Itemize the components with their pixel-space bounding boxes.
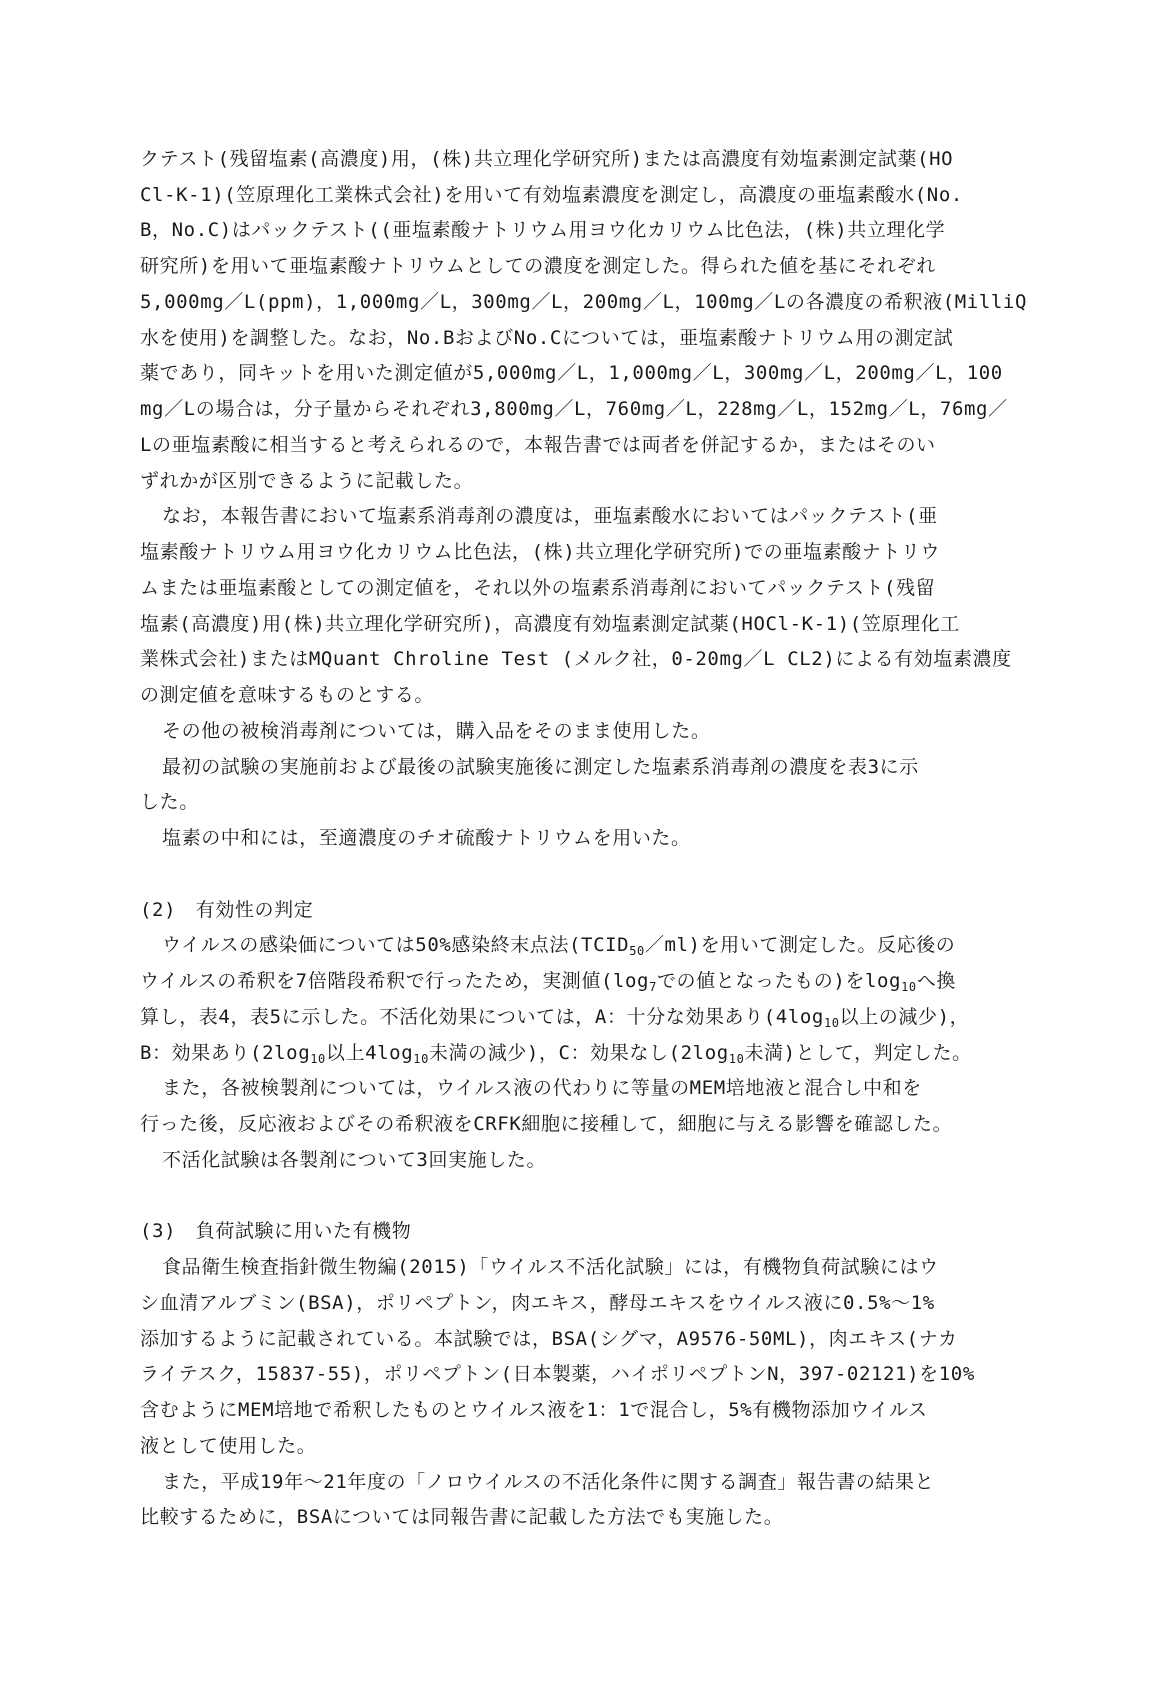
text-line: 不活化試験は各製剤について3回実施した。	[162, 1149, 547, 1171]
text-line: 薬であり，同キットを用いた測定値が5,000mg／L，1,000mg／L，300mg／L，200mg／L，100	[140, 362, 1003, 384]
text-line	[140, 1000, 1040, 1034]
text-span: ／ml)を用いて測定した。反応後の	[644, 934, 956, 956]
text-line	[140, 1036, 1040, 1070]
text-line: 液として使用した。	[140, 1435, 317, 1457]
text-span: B：効果あり(2log	[140, 1042, 311, 1064]
text-line: その他の被検消毒剤については，購入品をそのまま使用した。	[162, 720, 711, 742]
text-span: 以上4log	[325, 1042, 414, 1064]
text-line: 行った後，反応液およびその希釈液をCRFK細胞に接種して，細胞に与える影響を確認した。	[140, 1113, 953, 1135]
text-line: 塩素の中和には，至適濃度のチオ硫酸ナトリウムを用いた。	[162, 827, 691, 849]
text-line: また，各被検製剤については，ウイルス液の代わりに等量のMEM培地液と混合し中和を	[162, 1077, 922, 1099]
text-span: へ換	[916, 970, 956, 992]
subscript: 10	[823, 1016, 840, 1030]
text-line: クテスト(残留塩素(高濃度)用，(株)共立理化学研究所)または高濃度有効塩素測定試薬(HO	[140, 148, 954, 170]
text-line: 業株式会社)またはMQuant Chroline Test (メルク社，0-20mg／L CL2)による有効塩素濃度	[140, 648, 1012, 670]
text-span: ウイルスの希釈を7倍階段希釈で行ったため，実測値(log	[140, 970, 650, 992]
subscript: 10	[901, 980, 917, 994]
text-span: での値となったもの)をlog	[656, 970, 902, 992]
text-line: B，No.C)はパックテスト((亜塩素酸ナトリウム用ヨウ化カリウム比色法，(株)共立理化学	[140, 219, 946, 241]
text-line: した。	[140, 791, 199, 813]
text-line: 5,000mg／L(ppm)，1,000mg／L，300mg／L，200mg／L，100mg／Lの各濃度の希釈液(MilliQ	[140, 291, 1027, 313]
text-span: 以上の減少)，	[839, 1006, 970, 1028]
text-span: 未満)として，判定した。	[744, 1042, 972, 1064]
text-span: 未満の減少)，C：効果なし(2log	[428, 1042, 729, 1064]
text-line	[140, 928, 1062, 962]
text-line: 最初の試験の実施前および最後の試験実施後に測定した塩素系消毒剤の濃度を表3に示	[162, 756, 919, 778]
text-line: シ血清アルブミン(BSA)，ポリペプトン，肉エキス，酵母エキスをウイルス液に0.5%～1%	[140, 1292, 935, 1314]
text-line: mg／Lの場合は，分子量からそれぞれ3,800mg／L，760mg／L，228mg／L，152mg／L，76mg／	[140, 398, 1008, 420]
text-line: 塩素酸ナトリウム用ヨウ化カリウム比色法，(株)共立理化学研究所)での亜塩素酸ナトリウ	[140, 541, 941, 563]
text-line: 塩素(高濃度)用(株)共立理化学研究所)，高濃度有効塩素測定試薬(HOCl-K-1)(笠原理化工	[140, 613, 960, 635]
section-heading-2: (2) 有効性の判定	[140, 899, 314, 921]
text-line: 比較するために，BSAについては同報告書に記載した方法でも実施した。	[140, 1506, 784, 1528]
text-line: 添加するように記載されている。本試験では，BSA(シグマ，A9576-50ML)，肉エキス(ナカ	[140, 1328, 958, 1350]
text-line: の測定値を意味するものとする。	[140, 684, 435, 706]
subscript: 10	[310, 1052, 326, 1066]
subscript: 7	[649, 980, 657, 994]
text-line: なお，本報告書において塩素系消毒剤の濃度は，亜塩素酸水においてはパックテスト(亜	[162, 505, 938, 527]
text-line: Cl-K-1)(笠原理化工業株式会社)を用いて有効塩素濃度を測定し，高濃度の亜塩素酸水(No.	[140, 184, 963, 206]
subscript: 10	[728, 1052, 745, 1066]
text-span: ウイルスの感染価については50%感染終末点法(TCID	[162, 934, 630, 956]
text-line: 含むようにMEM培地で希釈したものとウイルス液を1：1で混合し，5%有機物添加ウイルス	[140, 1399, 928, 1421]
text-line: 研究所)を用いて亜塩素酸ナトリウムとしての濃度を測定した。得られた値を基にそれぞれ	[140, 255, 936, 277]
text-line: また，平成19年～21年度の「ノロウイルスの不活化条件に関する調査」報告書の結果と	[162, 1471, 935, 1493]
text-line: ムまたは亜塩素酸としての測定値を，それ以外の塩素系消毒剤においてパックテスト(残留	[140, 577, 936, 599]
text-line	[140, 964, 1040, 998]
text-line: ずれかが区別できるように記載した。	[140, 470, 474, 492]
section-heading-3: (3) 負荷試験に用いた有機物	[140, 1220, 412, 1242]
text-span: 算し，表4，表5に示した。不活化効果については，A：十分な効果あり(4log	[140, 1006, 824, 1028]
text-line: Lの亜塩素酸に相当すると考えられるので，本報告書では両者を併記するか，またはそのい	[140, 434, 936, 456]
text-line: 水を使用)を調整した。なお，No.BおよびNo.Cについては，亜塩素酸ナトリウム用の測定試	[140, 327, 954, 349]
subscript: 10	[413, 1052, 429, 1066]
text-line: 食品衛生検査指針微生物編(2015)「ウイルス不活化試験」には，有機物負荷試験にはウ	[162, 1256, 939, 1278]
subscript: 50	[629, 944, 645, 958]
text-line: ライテスク，15837-55)，ポリペプトン(日本製薬，ハイポリペプトンN，397-02121)を10%	[140, 1363, 975, 1385]
